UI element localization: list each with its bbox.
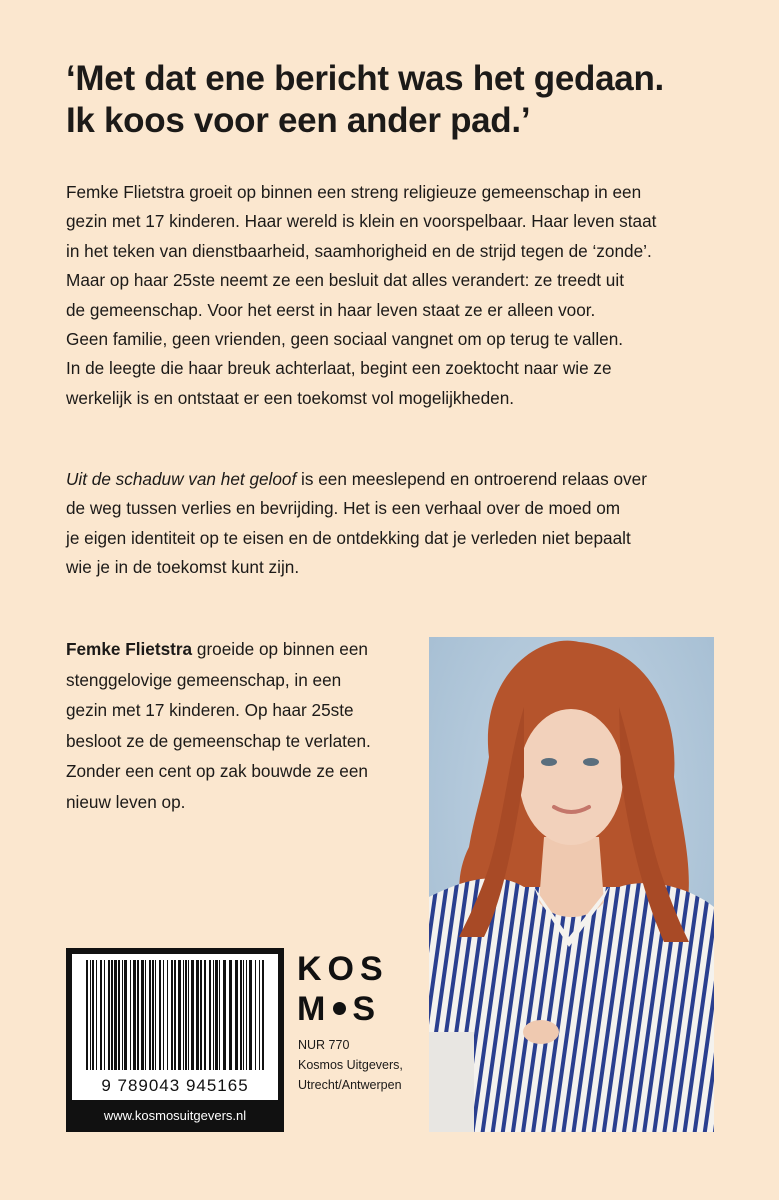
barcode-bar — [249, 960, 252, 1070]
barcode-bar — [167, 960, 168, 1070]
barcode-bar — [243, 960, 244, 1070]
publisher-url: www.kosmosuitgevers.nl — [103, 1108, 247, 1123]
barcode-bar — [223, 960, 226, 1070]
barcode-bar — [130, 960, 131, 1070]
blurb2-line: wie je in de toekomst kunt zijn. — [66, 557, 300, 578]
publisher-info — [298, 1035, 428, 1095]
barcode-bar — [104, 960, 105, 1070]
barcode-panel — [72, 954, 278, 1100]
barcode-bar — [133, 960, 136, 1070]
barcode-bar — [145, 960, 146, 1070]
publisher-name: Kosmos Uitgevers, — [298, 1058, 403, 1072]
barcode-bar — [209, 960, 211, 1070]
author-portrait-illustration — [429, 637, 714, 1132]
barcode-bar — [213, 960, 214, 1070]
barcode-bar — [114, 960, 117, 1070]
barcode-bar — [174, 960, 176, 1070]
barcode-bar — [159, 960, 161, 1070]
barcode-bars — [72, 954, 278, 1074]
barcode-bar — [246, 960, 247, 1070]
blurb2-line-1-rest: is een meeslepend en ontroerend relaas over — [296, 469, 647, 489]
barcode-bar — [229, 960, 232, 1070]
blurb1-line: Femke Flietstra groeit op binnen een streng religieuze gemeenschap in een — [66, 182, 642, 202]
barcode-bar — [111, 960, 113, 1070]
barcode-bar — [185, 960, 187, 1070]
blurb2-line-1 — [66, 465, 746, 494]
bio-line: gezin met 17 kinderen. Op haar 25ste — [66, 700, 354, 720]
barcode-bar — [149, 960, 151, 1070]
bio-line: Zonder een cent op zak bouwde ze een — [66, 761, 368, 781]
author-photo — [429, 637, 714, 1132]
barcode-bar — [200, 960, 202, 1070]
barcode-bar — [219, 960, 220, 1070]
blurb1-line: de gemeenschap. Voor het eerst in haar leven staat ze er alleen voor. — [66, 299, 596, 320]
barcode-bar — [152, 960, 154, 1070]
headline-quote — [66, 58, 746, 142]
barcode-bar — [204, 960, 206, 1070]
barcode-bar — [262, 960, 264, 1070]
barcode-bar — [124, 960, 127, 1070]
bio-line-1-rest: groeide op binnen een — [192, 639, 368, 659]
barcode-bar — [141, 960, 144, 1070]
barcode-block — [66, 948, 284, 1132]
barcode-bar — [183, 960, 184, 1070]
barcode-bar — [92, 960, 94, 1070]
barcode-bar — [86, 960, 88, 1070]
barcode-bar — [196, 960, 199, 1070]
bio-line: besloot ze de gemeenschap te verlaten. — [66, 730, 371, 751]
blurb2-line: je eigen identiteit op te eisen en de ontdekking dat je verleden niet bepaalt — [66, 527, 631, 548]
logo-dot-icon — [333, 1002, 346, 1015]
bio-line: nieuw leven op. — [66, 791, 186, 812]
barcode-bar — [255, 960, 256, 1070]
logo-row-2 — [297, 989, 401, 1029]
barcode-bar — [259, 960, 260, 1070]
barcode-bar — [215, 960, 218, 1070]
logo-letter-m: M — [297, 990, 332, 1028]
barcode-bar — [178, 960, 181, 1070]
blurb1-line: in het teken van dienstbaarheid, saamhorigheid en de strijd tegen de ‘zonde’. — [66, 240, 652, 261]
publisher-location: Utrecht/Antwerpen — [298, 1078, 402, 1092]
nur-code: NUR 770 — [298, 1038, 350, 1052]
headline-line-2: Ik koos voor een ander pad.’ — [66, 101, 531, 140]
barcode-bar — [188, 960, 189, 1070]
barcode-bar — [96, 960, 97, 1070]
blurb1-line: gezin met 17 kinderen. Haar wereld is klein en voorspelbaar. Haar leven staat — [66, 211, 657, 232]
blurb1-line: Maar op haar 25ste neemt ze een besluit dat alles verandert: ze treedt uit — [66, 270, 624, 291]
logo-letter-s: S — [352, 990, 382, 1028]
blurb1-line: werkelijk is en ontstaat er een toekomst vol mogelijkheden. — [66, 387, 515, 408]
barcode-bar — [163, 960, 164, 1070]
book-title: Uit de schaduw van het geloof — [66, 469, 297, 489]
barcode-bar — [137, 960, 139, 1070]
author-bio — [66, 634, 416, 817]
barcode-bar — [118, 960, 120, 1070]
barcode-bar — [155, 960, 156, 1070]
blurb2-line: de weg tussen verlies en bevrijding. Het is een verhaal over de moed om — [66, 498, 621, 519]
logo-row-1: KOS — [297, 950, 389, 988]
barcode-bar — [122, 960, 123, 1070]
headline-line-1: ‘Met dat ene bericht was het gedaan. — [66, 59, 664, 98]
isbn-number: 9 789043 945165 — [101, 1076, 249, 1095]
kosmos-logo — [297, 949, 401, 1029]
author-name: Femke Flietstra — [66, 639, 193, 659]
barcode-bar — [171, 960, 173, 1070]
barcode-bar — [90, 960, 91, 1070]
blurb1-line: In de leegte die haar breuk achterlaat, begint een zoektocht naar wie ze — [66, 358, 612, 379]
bio-line-1 — [66, 634, 416, 665]
barcode-bar — [100, 960, 102, 1070]
barcode-bar — [108, 960, 110, 1070]
blurb-paragraph-2 — [66, 465, 746, 583]
barcode-bar — [191, 960, 194, 1070]
blurb-paragraph-1 — [66, 178, 746, 413]
barcode-bar — [240, 960, 242, 1070]
blurb1-line: Geen familie, geen vrienden, geen sociaal vangnet om op terug te vallen. — [66, 329, 624, 350]
bio-line: stenggelovige gemeenschap, in een — [66, 669, 342, 690]
barcode-bar — [235, 960, 238, 1070]
